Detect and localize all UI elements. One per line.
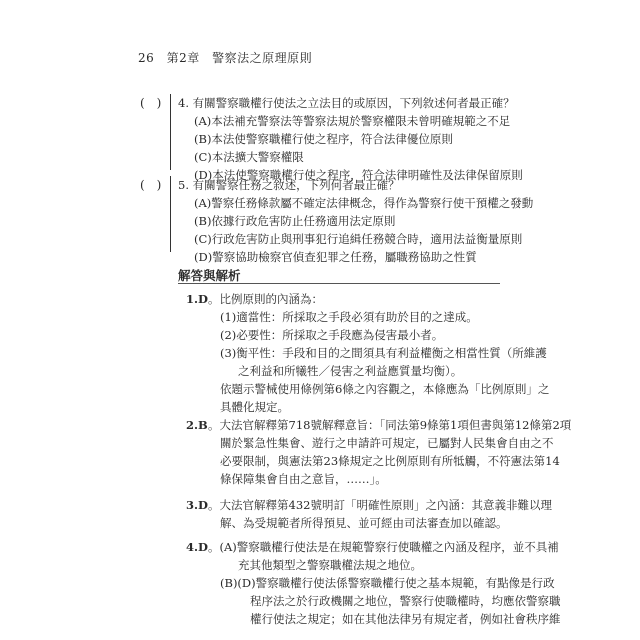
answer-line: (3)衡平性：手段和目的之間須具有利益權衡之相當性質（所維護 bbox=[220, 346, 547, 360]
option-c: (C)本法擴大警察權限 bbox=[194, 150, 304, 164]
page-header bbox=[138, 49, 312, 66]
answer-label: 4.D bbox=[186, 540, 208, 554]
answer-line: 關於緊急性集會、遊行之申請許可規定，已屬對人民集會自由之不 bbox=[220, 436, 554, 450]
answer-label: 1.D bbox=[186, 292, 208, 306]
answer-line: 之利益和所犧牲／侵害之利益應質量均衡）。 bbox=[238, 364, 463, 378]
section-title: 解答與解析 bbox=[178, 268, 241, 283]
answer-line: 解、為受規範者所得預見、並可經由司法審查加以確認。 bbox=[220, 516, 508, 530]
question-divider bbox=[170, 94, 171, 170]
option-c: (C)行政危害防止與刑事犯行追緝任務競合時，適用法益衡量原則 bbox=[194, 232, 523, 246]
section-rule bbox=[178, 283, 500, 284]
option-d: (D)本法使警察職權行使之程序，符合法律明確性及法律保留原則 bbox=[194, 168, 523, 182]
option-d: (D)警察協助檢察官偵查犯罪之任務，屬職務協助之性質 bbox=[194, 250, 477, 264]
chapter-title: 警察法之原理原則 bbox=[212, 51, 313, 65]
question-stem: 4. 有關警察職權行使法之立法目的或原因，下列敘述何者最正確？ bbox=[178, 96, 515, 110]
answer-line: 。大法官解釋第718號解釋意旨：「同法第9條第1項但書與第12條第2項 bbox=[208, 418, 572, 432]
question-divider bbox=[170, 176, 171, 252]
page-number: 26 bbox=[138, 51, 155, 65]
answer-line: 充其他類型之警察職權法規之地位。 bbox=[238, 558, 422, 572]
answer-line: 依題示警械使用條例第6條之內容觀之，本條應為「比例原則」之 bbox=[220, 382, 550, 396]
chapter-label: 第2章 bbox=[166, 51, 200, 65]
option-b: (B)本法使警察職權行使之程序，符合法律優位原則 bbox=[194, 132, 453, 146]
option-a: (A)本法補充警察法等警察法規於警察權限未曾明確規範之不足 bbox=[194, 114, 511, 128]
question-stem: 5. 有關警察任務之敘述，下列何者最正確？ bbox=[178, 178, 400, 192]
answer-line: 必要限制，與憲法第23條規定之比例原則有所牴觸，不符憲法第14 bbox=[220, 454, 560, 468]
answer-line: 權行使法之規定；如在其他法律另有規定者，例如社會秩序維 bbox=[250, 612, 561, 626]
answer-line: (2)必要性：所採取之手段應為侵害最小者。 bbox=[220, 328, 444, 342]
answer-blank: ( ) bbox=[140, 178, 162, 192]
answer-line: 。比例原則的內涵為： bbox=[208, 292, 323, 306]
answer-blank: ( ) bbox=[140, 96, 162, 110]
answer-label: 2.B bbox=[186, 418, 208, 432]
answer-line: 程序法之於行政機關之地位，警察行使職權時，均應依警察職 bbox=[250, 594, 561, 608]
option-b: (B)依據行政危害防止任務適用法定原則 bbox=[194, 214, 396, 228]
answer-line: 條保障集會自由之意旨，……」。 bbox=[220, 472, 387, 486]
answer-line: 。(A)警察職權行使法是在規範警察行使職權之內涵及程序，並不具補 bbox=[208, 540, 559, 554]
answer-line: (B)(D)警察職權行使法係警察職權行使之基本規範，有點像是行政 bbox=[220, 576, 555, 590]
answer-line: 。大法官解釋第432號明訂「明確性原則」之內涵：其意義非難以理 bbox=[208, 498, 552, 512]
option-a: (A)警察任務條款屬不確定法律概念，得作為警察行使干預權之發動 bbox=[194, 196, 534, 210]
answer-label: 3.D bbox=[186, 498, 208, 512]
answer-line: 具體化規定。 bbox=[220, 400, 289, 414]
answer-line: (1)適當性：所採取之手段必須有助於目的之達成。 bbox=[220, 310, 478, 324]
